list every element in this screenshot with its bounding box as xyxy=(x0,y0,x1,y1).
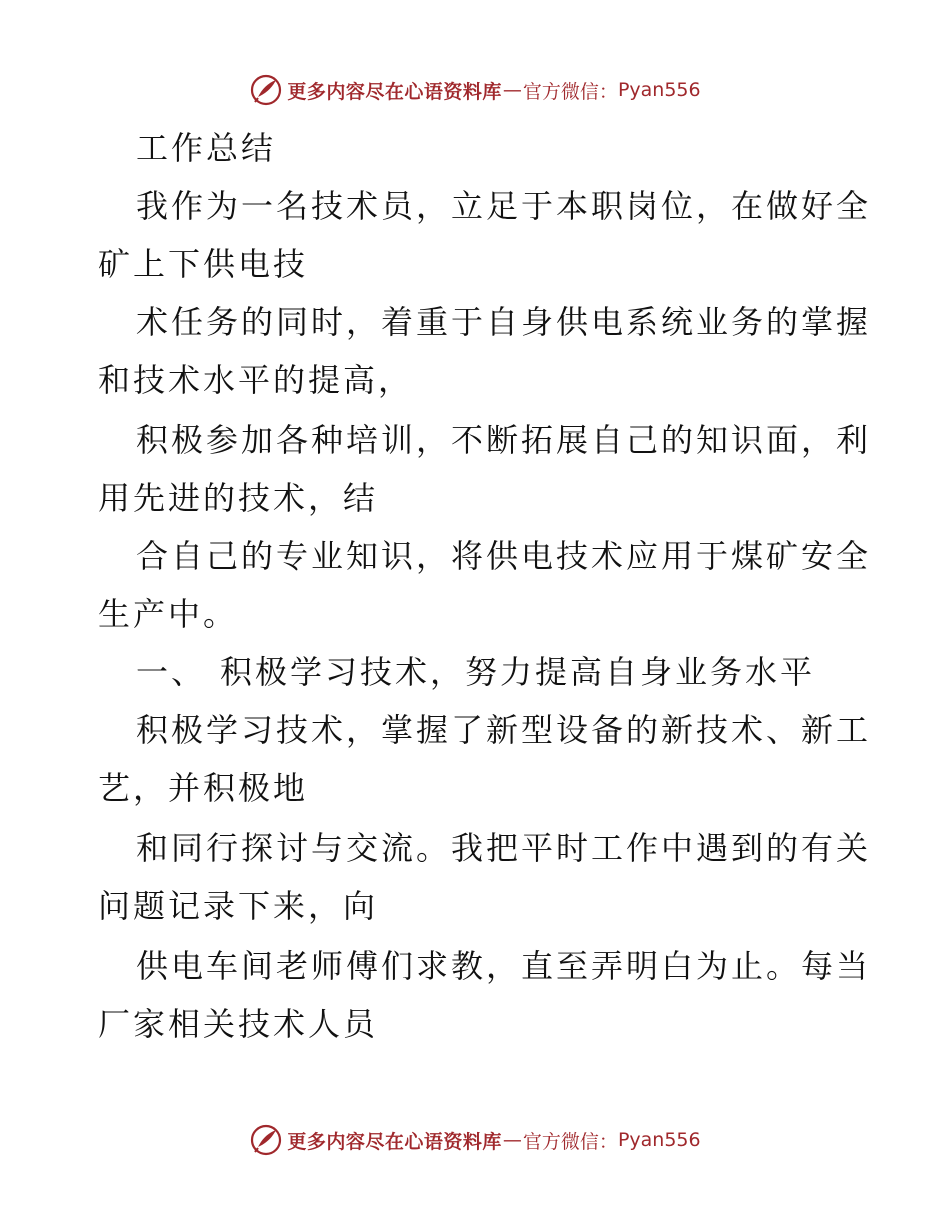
paragraph-line: 矿上下供电技 xyxy=(98,245,309,283)
section-number: 一、 xyxy=(136,653,207,691)
paragraph-line: 厂家相关技术人员 xyxy=(98,1005,379,1043)
header-banner xyxy=(0,72,950,108)
section-heading xyxy=(136,652,815,692)
banner-wechat-label: 官方微信： xyxy=(522,1130,618,1153)
banner-wechat-label: 官方微信： xyxy=(522,80,618,103)
paragraph-line: 问题记录下来，向 xyxy=(98,887,379,925)
paragraph-line: 供电车间老师傅们求教，直至弄明白为止。每当 xyxy=(136,947,872,985)
paragraph-line: 积极参加各种培训，不断拓展自己的知识面，利 xyxy=(136,421,872,459)
paragraph-line: 合自己的专业知识，将供电技术应用于煤矿安全 xyxy=(136,537,872,575)
paragraph-line: 生产中。 xyxy=(98,595,239,633)
paragraph-line: 我作为一名技术员，立足于本职岗位，在做好全 xyxy=(136,187,872,225)
banner-brand-text: 更多内容尽在心语资料库 xyxy=(287,1130,502,1153)
quill-pen-logo-icon xyxy=(249,73,283,107)
banner-brand-text: 更多内容尽在心语资料库 xyxy=(287,80,502,103)
paragraph-line: 用先进的技术，结 xyxy=(98,479,379,517)
footer-banner xyxy=(0,1122,950,1158)
paragraph-line: 和同行探讨与交流。我把平时工作中遇到的有关 xyxy=(136,829,872,867)
paragraph-line: 术任务的同时，着重于自身供电系统业务的掌握 xyxy=(136,303,872,341)
banner-dash: — xyxy=(502,1129,522,1151)
banner-dash: — xyxy=(502,79,522,101)
quill-pen-logo-icon xyxy=(249,1123,283,1157)
paragraph-line: 艺，并积极地 xyxy=(98,769,309,807)
banner-wechat-id: Pyan556 xyxy=(617,79,701,101)
banner-wechat-id: Pyan556 xyxy=(617,1129,701,1151)
section-title: 积极学习技术，努力提高自身业务水平 xyxy=(220,653,816,691)
paragraph-line: 积极学习技术，掌握了新型设备的新技术、新工 xyxy=(136,711,872,749)
paragraph-line: 和技术水平的提高， xyxy=(98,361,414,399)
document-title: 工作总结 xyxy=(136,129,277,167)
